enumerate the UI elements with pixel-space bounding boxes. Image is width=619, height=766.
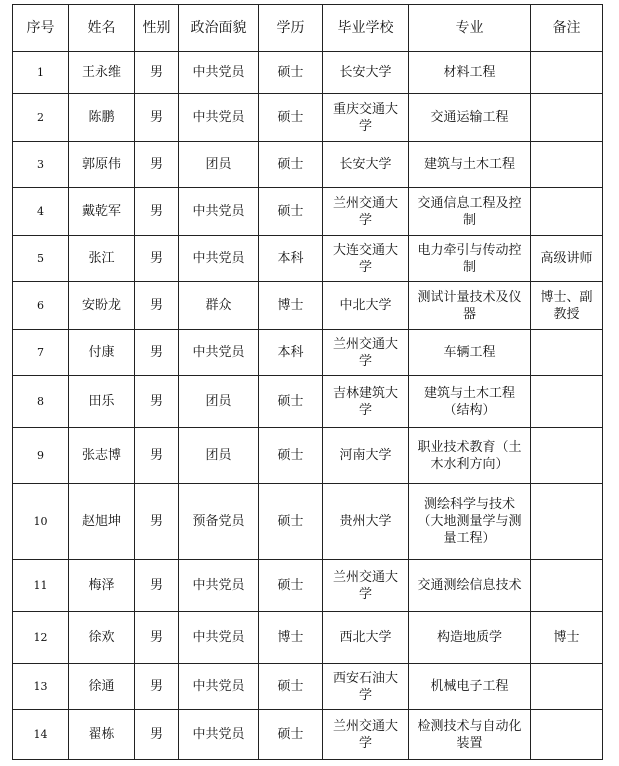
cell-major: 检测技术与自动化装置 [409,710,531,760]
cell-degree: 硕士 [259,484,323,560]
cell-political: 中共党员 [179,612,259,664]
table-row [13,94,603,142]
cell-no: 7 [13,330,69,376]
cell-major: 职业技术教育（土木水利方向） [409,428,531,484]
cell-no: 10 [13,484,69,560]
header-note: 备注 [531,5,603,52]
cell-school: 西北大学 [323,612,409,664]
cell-name: 张江 [69,236,135,282]
table-row [13,188,603,236]
cell-major: 电力牵引与传动控制 [409,236,531,282]
cell-note [531,484,603,560]
cell-note: 博士 [531,612,603,664]
cell-political: 中共党员 [179,710,259,760]
cell-no: 1 [13,52,69,94]
table-row [13,710,603,760]
cell-political: 中共党员 [179,94,259,142]
header-name: 姓名 [69,5,135,52]
cell-gender: 男 [135,52,179,94]
cell-school: 中北大学 [323,282,409,330]
cell-gender: 男 [135,612,179,664]
table-row [13,52,603,94]
cell-gender: 男 [135,710,179,760]
table-row [13,142,603,188]
cell-note [531,330,603,376]
cell-note [531,376,603,428]
table-row [13,664,603,710]
cell-degree: 硕士 [259,664,323,710]
cell-name: 赵旭坤 [69,484,135,560]
cell-school: 河南大学 [323,428,409,484]
cell-name: 陈鹏 [69,94,135,142]
cell-political: 中共党员 [179,52,259,94]
cell-political: 中共党员 [179,664,259,710]
cell-political: 预备党员 [179,484,259,560]
header-gender: 性别 [135,5,179,52]
cell-degree: 硕士 [259,710,323,760]
cell-school: 兰州交通大学 [323,188,409,236]
cell-name: 安盼龙 [69,282,135,330]
cell-political: 团员 [179,376,259,428]
cell-degree: 硕士 [259,52,323,94]
cell-gender: 男 [135,330,179,376]
cell-note [531,52,603,94]
cell-gender: 男 [135,236,179,282]
cell-major: 机械电子工程 [409,664,531,710]
cell-no: 13 [13,664,69,710]
header-no: 序号 [13,5,69,52]
cell-major: 建筑与土木工程 [409,142,531,188]
cell-name: 郭原伟 [69,142,135,188]
table-row [13,330,603,376]
cell-name: 翟栋 [69,710,135,760]
header-political: 政治面貌 [179,5,259,52]
cell-political: 中共党员 [179,236,259,282]
cell-no: 12 [13,612,69,664]
cell-political: 群众 [179,282,259,330]
cell-name: 戴乾军 [69,188,135,236]
cell-school: 兰州交通大学 [323,710,409,760]
cell-major: 构造地质学 [409,612,531,664]
header-degree: 学历 [259,5,323,52]
cell-school: 西安石油大学 [323,664,409,710]
cell-note: 高级讲师 [531,236,603,282]
header-school: 毕业学校 [323,5,409,52]
cell-school: 兰州交通大学 [323,330,409,376]
table-row [13,282,603,330]
cell-no: 14 [13,710,69,760]
cell-note [531,664,603,710]
cell-note [531,710,603,760]
cell-major: 材料工程 [409,52,531,94]
table-row [13,428,603,484]
cell-major: 测绘科学与技术（大地测量学与测量工程） [409,484,531,560]
cell-school: 吉林建筑大学 [323,376,409,428]
cell-gender: 男 [135,94,179,142]
cell-note [531,560,603,612]
cell-name: 徐欢 [69,612,135,664]
cell-no: 3 [13,142,69,188]
cell-no: 4 [13,188,69,236]
cell-no: 2 [13,94,69,142]
cell-gender: 男 [135,428,179,484]
cell-degree: 硕士 [259,428,323,484]
table-row [13,376,603,428]
cell-gender: 男 [135,282,179,330]
cell-gender: 男 [135,376,179,428]
cell-no: 6 [13,282,69,330]
cell-major: 测试计量技术及仪器 [409,282,531,330]
header-major: 专业 [409,5,531,52]
cell-major: 交通信息工程及控制 [409,188,531,236]
cell-political: 中共党员 [179,560,259,612]
cell-political: 团员 [179,142,259,188]
cell-degree: 本科 [259,236,323,282]
cell-degree: 本科 [259,330,323,376]
cell-name: 付康 [69,330,135,376]
cell-gender: 男 [135,142,179,188]
cell-political: 中共党员 [179,330,259,376]
table-row [13,612,603,664]
cell-school: 长安大学 [323,52,409,94]
cell-school: 大连交通大学 [323,236,409,282]
cell-school: 长安大学 [323,142,409,188]
cell-school: 兰州交通大学 [323,560,409,612]
cell-note [531,142,603,188]
cell-no: 5 [13,236,69,282]
header-row [13,5,603,52]
cell-degree: 硕士 [259,94,323,142]
cell-name: 徐通 [69,664,135,710]
cell-no: 11 [13,560,69,612]
cell-gender: 男 [135,560,179,612]
cell-note [531,94,603,142]
cell-major: 车辆工程 [409,330,531,376]
cell-no: 9 [13,428,69,484]
cell-note [531,428,603,484]
table-row [13,236,603,282]
cell-note: 博士、副教授 [531,282,603,330]
cell-degree: 博士 [259,282,323,330]
cell-school: 贵州大学 [323,484,409,560]
cell-gender: 男 [135,484,179,560]
cell-major: 交通测绘信息技术 [409,560,531,612]
cell-degree: 硕士 [259,376,323,428]
cell-note [531,188,603,236]
staff-table [12,4,603,760]
cell-name: 田乐 [69,376,135,428]
cell-degree: 博士 [259,612,323,664]
cell-degree: 硕士 [259,142,323,188]
cell-major: 建筑与土木工程（结构） [409,376,531,428]
cell-name: 张志博 [69,428,135,484]
cell-political: 中共党员 [179,188,259,236]
cell-name: 王永维 [69,52,135,94]
cell-school: 重庆交通大学 [323,94,409,142]
cell-gender: 男 [135,664,179,710]
table-row [13,484,603,560]
cell-political: 团员 [179,428,259,484]
table-row [13,560,603,612]
cell-major: 交通运输工程 [409,94,531,142]
cell-name: 梅泽 [69,560,135,612]
cell-degree: 硕士 [259,188,323,236]
cell-no: 8 [13,376,69,428]
cell-degree: 硕士 [259,560,323,612]
cell-gender: 男 [135,188,179,236]
